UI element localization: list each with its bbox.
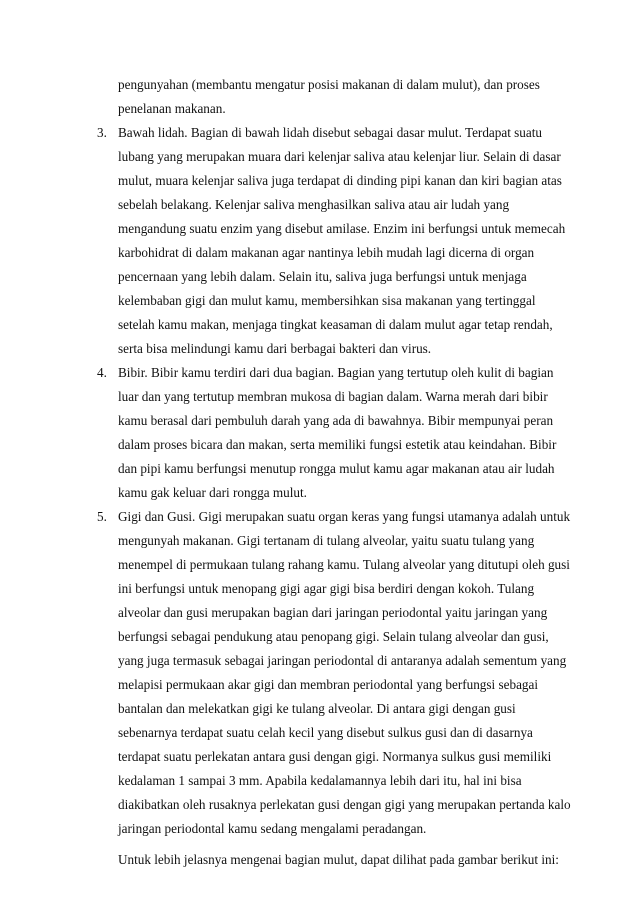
list-item-line: dalam proses bicara dan makan, serta memiliki fungsi estetik atau keindahan. Bibir	[118, 437, 557, 452]
list-item-line: kamu berasal dari pembuluh darah yang ada di bawahnya. Bibir mempunyai peran	[118, 413, 554, 428]
list-item-line: pencernaan yang lebih dalam. Selain itu, saliva juga berfungsi untuk menjaga	[118, 269, 527, 284]
list-item-line: bantalan dan melekatkan gigi ke tulang alveolar. Di antara gigi dengan gusi	[118, 701, 516, 716]
list-item-line: luar dan yang tertutup membran mukosa di bagian dalam. Warna merah dari bibir	[118, 389, 548, 404]
list-item-line: lubang yang merupakan muara dari kelenjar saliva atau kelenjar liur. Selain di dasar	[118, 149, 561, 164]
list-item-line: berfungsi sebagai pendukung atau penopang gigi. Selain tulang alveolar dan gusi,	[118, 629, 549, 644]
list-item-line: kamu gak keluar dari rongga mulut.	[118, 485, 307, 500]
list-item-line: melapisi permukaan akar gigi dan membran periodontal yang berfungsi sebagai	[118, 677, 539, 692]
list-item-line: dan pipi kamu berfungsi menutup rongga mulut kamu agar makanan atau air ludah	[118, 461, 555, 476]
list-item-line: terdapat suatu perlekatan antara gusi dengan gigi. Normanya sulkus gusi memiliki	[118, 749, 552, 764]
list-item-line: kedalaman 1 sampai 3 mm. Apabila kedalamannya lebih dari itu, hal ini bisa	[118, 773, 522, 788]
closing-paragraph: Untuk lebih jelasnya mengenai bagian mulut, dapat dilihat pada gambar berikut ini:	[118, 852, 559, 867]
list-number: 3.	[97, 125, 107, 140]
list-item-line: karbohidrat di dalam makanan agar nantinya lebih mudah lagi dicerna di organ	[118, 245, 535, 260]
list-item-line: serta bisa melindungi kamu dari berbagai bakteri dan virus.	[118, 341, 432, 356]
list-item-line: mulut, muara kelenjar saliva juga terdapat di dinding pipi kanan dan kiri bagian atas	[118, 173, 562, 188]
list-item-line: Bibir. Bibir kamu terdiri dari dua bagian. Bagian yang tertutup oleh kulit di bagian	[118, 365, 554, 380]
continuation-line: pengunyahan (membantu mengatur posisi makanan di dalam mulut), dan proses	[118, 77, 540, 92]
list-item-line: ini berfungsi untuk menopang gigi agar gigi bisa berdiri dengan kokoh. Tulang	[118, 581, 535, 596]
list-item-line: sebelah belakang. Kelenjar saliva menghasilkan saliva atau air ludah yang	[118, 197, 510, 212]
list-item-line: setelah kamu makan, menjaga tingkat keasaman di dalam mulut agar tetap rendah,	[118, 317, 553, 332]
list-item-line: menempel di permukaan tulang rahang kamu. Tulang alveolar yang ditutupi oleh gusi	[118, 557, 570, 572]
list-number: 4.	[97, 365, 107, 380]
list-item-line: sebenarnya terdapat suatu celah kecil yang disebut sulkus gusi dan di dasarnya	[118, 725, 533, 740]
list-number: 5.	[97, 509, 107, 524]
list-item-line: Bawah lidah. Bagian di bawah lidah disebut sebagai dasar mulut. Terdapat suatu	[118, 125, 543, 140]
list-item-line: jaringan periodontal kamu sedang mengalami peradangan.	[118, 821, 427, 836]
list-item-line: yang juga termasuk sebagai jaringan periodontal di antaranya adalah sementum yang	[118, 653, 567, 668]
list-item-line: diakibatkan oleh rusaknya perlekatan gusi dengan gigi yang merupakan pertanda kalo	[118, 797, 571, 812]
list-item-line: alveolar dan gusi merupakan bagian dari jaringan periodontal yaitu jaringan yang	[118, 605, 548, 620]
list-item-line: mengunyah makanan. Gigi tertanam di tulang alveolar, yaitu suatu tulang yang	[118, 533, 535, 548]
continuation-line: penelanan makanan.	[118, 101, 226, 116]
list-item-line: kelembaban gigi dan mulut kamu, membersihkan sisa makanan yang tertinggal	[118, 293, 536, 308]
list-item-line: Gigi dan Gusi. Gigi merupakan suatu organ keras yang fungsi utamanya adalah untuk	[118, 509, 571, 524]
list-item-line: mengandung suatu enzim yang disebut amilase. Enzim ini berfungsi untuk memecah	[118, 221, 566, 236]
